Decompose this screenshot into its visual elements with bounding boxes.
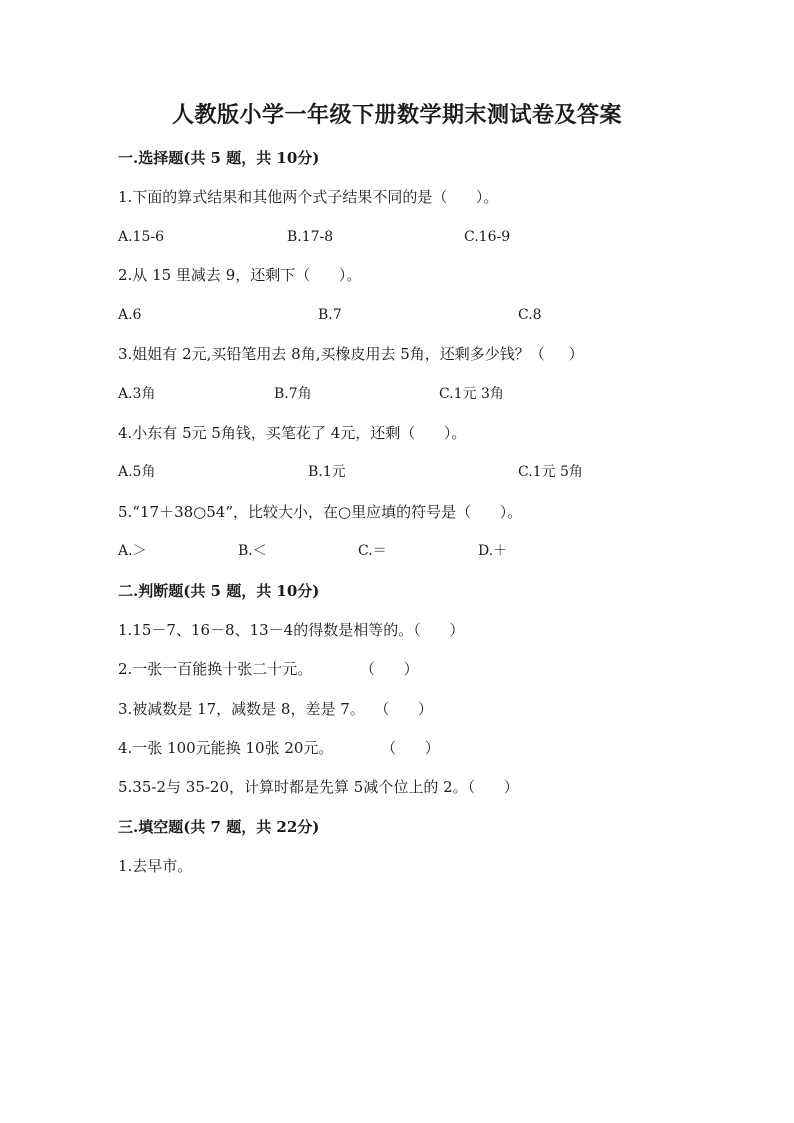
question-text: 1.15－7、16－8、13－4的得数是相等的。（ ） (118, 621, 465, 639)
question-text: 2.一张一百能换十张二十元。 （ ） (118, 660, 419, 678)
option-b: B.7角 (274, 386, 312, 402)
question-text: 5.“17＋38○54”，比较大小，在○里应填的符号是（ ）。 (118, 503, 523, 521)
option-c: C.8 (518, 307, 542, 323)
question-text: 1.下面的算式结果和其他两个式子结果不同的是（ ）。 (118, 188, 499, 206)
question-text: 3.姐姐有 2元,买铅笔用去 8角,买橡皮用去 5角，还剩多少钱？（ ） (118, 345, 584, 363)
option-a: A.＞ (118, 543, 147, 559)
option-b: B.＜ (238, 543, 267, 559)
question-text: 4.小东有 5元 5角钱，买笔花了 4元，还剩（ ）。 (118, 424, 467, 442)
option-c: C.16-9 (464, 229, 511, 245)
question-text: 3.被减数是 17，减数是 8，差是 7。 （ ） (118, 700, 433, 718)
option-a: A.15-6 (118, 229, 165, 245)
option-b: B.1元 (308, 464, 346, 480)
question-text: 2.从 15 里减去 9，还剩下（ ）。 (118, 266, 362, 284)
page-title: 人教版小学一年级下册数学期末测试卷及答案 (171, 102, 622, 128)
section-heading-fill-in: 三.填空题(共 7 题，共 22分) (118, 818, 320, 836)
option-a: A.5角 (118, 464, 156, 480)
option-c: C.1元 3角 (439, 386, 504, 402)
option-c: C.＝ (358, 543, 387, 559)
option-d: D.＋ (478, 543, 508, 559)
question-text: 4.一张 100元能换 10张 20元。 （ ） (118, 739, 440, 757)
option-c: C.1元 5角 (518, 464, 583, 480)
section-heading-judgement: 二.判断题(共 5 题，共 10分) (118, 582, 320, 600)
section-heading-choice: 一.选择题(共 5 题，共 10分) (118, 149, 320, 167)
option-b: B.17-8 (287, 229, 334, 245)
question-text: 5.35-2与 35-20，计算时都是先算 5减个位上的 2。（ ） (118, 778, 519, 796)
option-a: A.3角 (118, 386, 156, 402)
option-b: B.7 (318, 307, 342, 323)
question-text: 1.去早市。 (118, 857, 193, 875)
option-a: A.6 (118, 307, 142, 323)
